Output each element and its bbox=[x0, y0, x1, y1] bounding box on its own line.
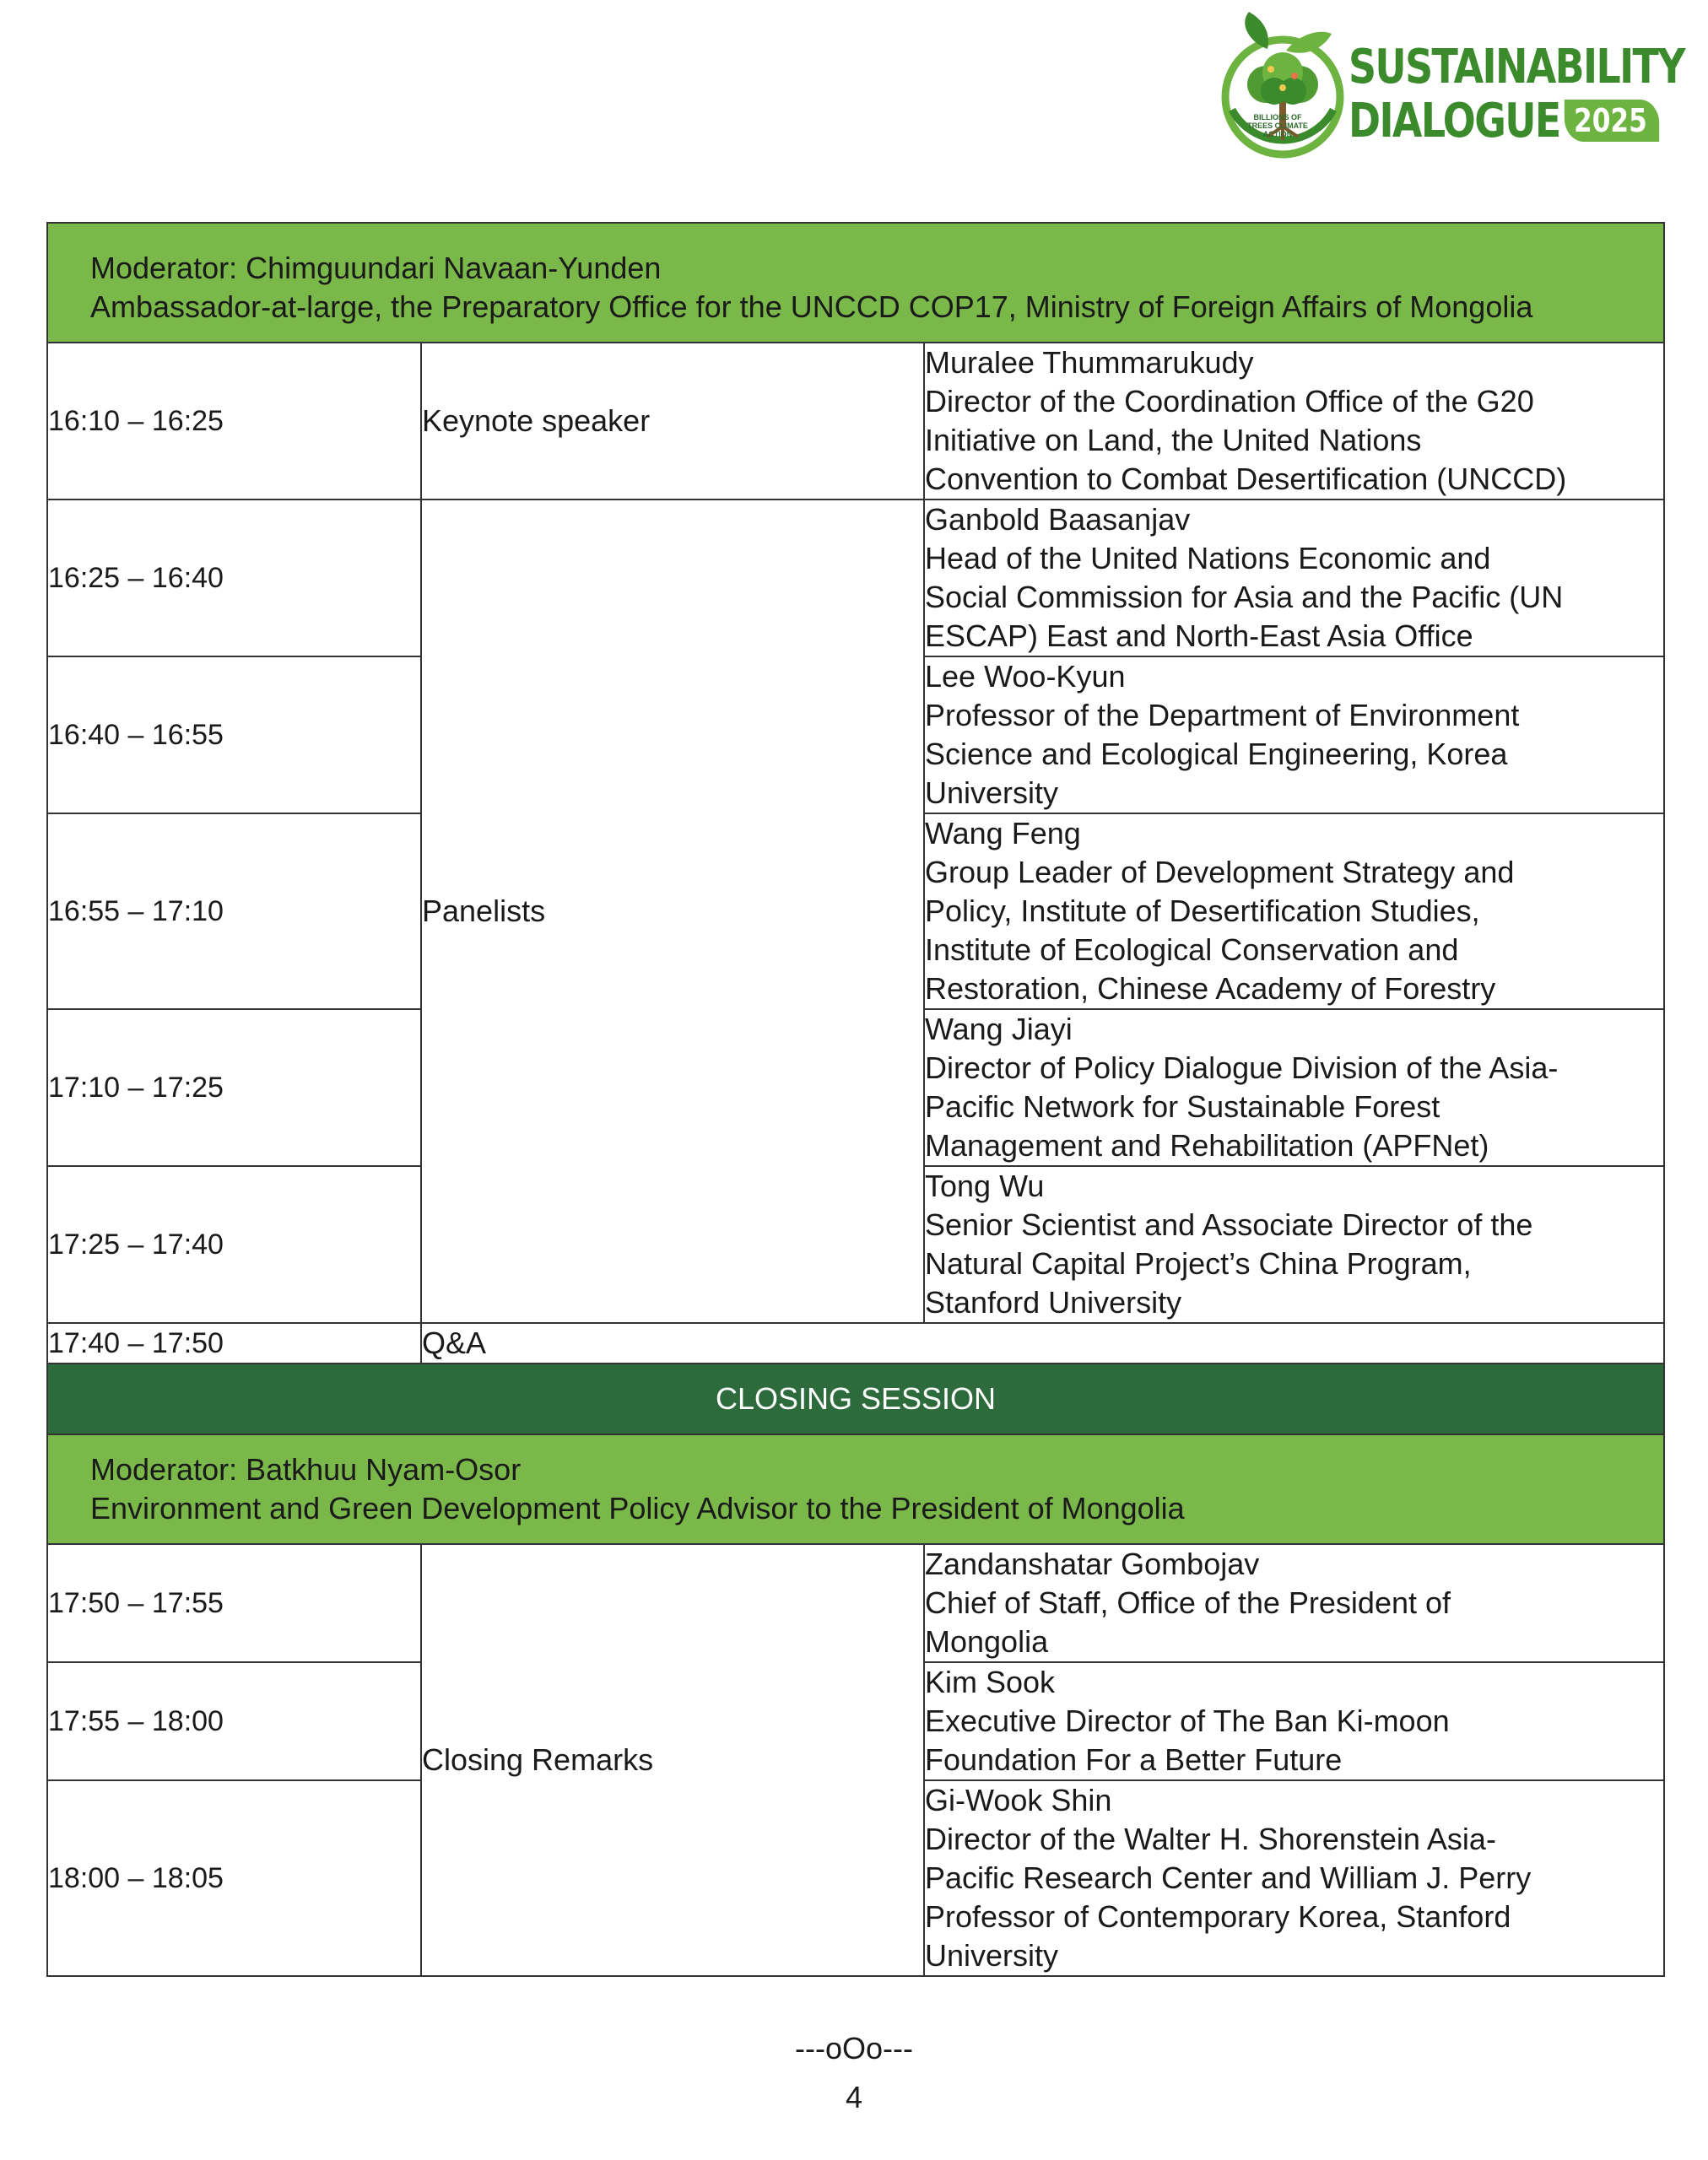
speaker-title-line: Director of Policy Dialogue Division of the Asia- bbox=[925, 1050, 1559, 1085]
speaker-title-line: Chief of Staff, Office of the President of bbox=[925, 1585, 1451, 1620]
qa-label: Q&A bbox=[421, 1323, 1664, 1364]
end-separator: ---oOo--- bbox=[795, 2031, 913, 2066]
speaker-title-line: Convention to Combat Desertification (UNCCD) bbox=[925, 462, 1567, 496]
speaker-name: Tong Wu bbox=[925, 1169, 1045, 1203]
agenda-table bbox=[46, 222, 1665, 1977]
speaker-title-line: Director of the Walter H. Shorenstein Asia- bbox=[925, 1822, 1496, 1856]
closing-session-title: CLOSING SESSION bbox=[47, 1364, 1664, 1434]
speaker-name: Gi-Wook Shin bbox=[925, 1783, 1112, 1817]
speaker-cell bbox=[924, 1009, 1664, 1166]
speaker-cell bbox=[924, 1544, 1664, 1662]
role-cell: Panelists bbox=[421, 500, 924, 1323]
moderator-name: Moderator: Batkhuu Nyam-Osor bbox=[90, 1452, 522, 1487]
time-cell: 17:50 – 17:55 bbox=[47, 1544, 421, 1662]
speaker-title-line: Policy, Institute of Desertification Studies, bbox=[925, 894, 1480, 928]
speaker-title-line: University bbox=[925, 775, 1059, 810]
speaker-title-line: University bbox=[925, 1938, 1059, 1973]
speaker-title-line: Restoration, Chinese Academy of Forestry bbox=[925, 971, 1496, 1006]
speaker-title-line: Stanford University bbox=[925, 1285, 1182, 1320]
time-cell: 17:40 – 17:50 bbox=[47, 1323, 421, 1364]
speaker-title-line: Natural Capital Project’s China Program, bbox=[925, 1246, 1472, 1281]
logo-line2-wrap bbox=[1349, 94, 1684, 148]
speaker-cell bbox=[924, 813, 1664, 1009]
speaker-title-line: Professor of the Department of Environment bbox=[925, 698, 1520, 732]
time-cell: 16:40 – 16:55 bbox=[47, 656, 421, 813]
speaker-name: Wang Feng bbox=[925, 816, 1081, 850]
speaker-title-line: Mongolia bbox=[925, 1624, 1049, 1659]
time-cell: 16:55 – 17:10 bbox=[47, 813, 421, 1009]
logo-line1: SUSTAINABILITY bbox=[1349, 40, 1684, 94]
logo-year-badge: 2025 bbox=[1565, 100, 1660, 142]
moderator-row bbox=[47, 1434, 1664, 1544]
time-cell: 16:10 – 16:25 bbox=[47, 343, 421, 500]
speaker-name: Kim Sook bbox=[925, 1665, 1056, 1699]
speaker-cell bbox=[924, 1166, 1664, 1323]
speaker-title-line: Executive Director of The Ban Ki-moon bbox=[925, 1704, 1450, 1738]
speaker-cell bbox=[924, 1780, 1664, 1976]
speaker-title-line: ESCAP) East and North-East Asia Office bbox=[925, 618, 1473, 653]
table-row bbox=[47, 1544, 1664, 1662]
speaker-title-line: Initiative on Land, the United Nations bbox=[925, 423, 1422, 457]
speaker-title-line: Senior Scientist and Associate Director of the bbox=[925, 1207, 1533, 1242]
logo-line2: DIALOGUE bbox=[1349, 94, 1560, 148]
speaker-title-line: Head of the United Nations Economic and bbox=[925, 541, 1491, 575]
speaker-cell bbox=[924, 500, 1664, 656]
speaker-title-line: Pacific Research Center and William J. Perry bbox=[925, 1860, 1532, 1895]
speaker-title-line: Pacific Network for Sustainable Forest bbox=[925, 1089, 1440, 1124]
moderator-cell bbox=[47, 223, 1664, 343]
speaker-cell bbox=[924, 1662, 1664, 1780]
speaker-name: Wang Jiayi bbox=[925, 1012, 1073, 1046]
speaker-title-line: Institute of Ecological Conservation and bbox=[925, 932, 1459, 967]
speaker-title-line: Professor of Contemporary Korea, Stanford bbox=[925, 1899, 1511, 1934]
speaker-cell bbox=[924, 343, 1664, 500]
time-cell: 18:00 – 18:05 bbox=[47, 1780, 421, 1976]
role-cell: Closing Remarks bbox=[421, 1544, 924, 1976]
section-header-row bbox=[47, 1364, 1664, 1434]
speaker-name: Lee Woo-Kyun bbox=[925, 659, 1126, 694]
logo-ring-text: BILLIONS OF TREES CLIMATE ACTION bbox=[1247, 113, 1308, 138]
qa-row bbox=[47, 1323, 1664, 1364]
table-row bbox=[47, 343, 1664, 500]
logo-title bbox=[1349, 40, 1684, 148]
moderator-row bbox=[47, 223, 1664, 343]
sustainability-dialogue-logo bbox=[1215, 8, 1684, 160]
speaker-name: Ganbold Baasanjav bbox=[925, 502, 1191, 537]
speaker-cell bbox=[924, 656, 1664, 813]
role-cell: Keynote speaker bbox=[421, 343, 924, 500]
speaker-title-line: Foundation For a Better Future bbox=[925, 1742, 1343, 1777]
speaker-title-line: Group Leader of Development Strategy and bbox=[925, 855, 1515, 889]
moderator-cell bbox=[47, 1434, 1664, 1544]
time-cell: 17:55 – 18:00 bbox=[47, 1662, 421, 1780]
time-cell: 17:10 – 17:25 bbox=[47, 1009, 421, 1166]
speaker-title-line: Director of the Coordination Office of the G20 bbox=[925, 384, 1534, 418]
speaker-title-line: Social Commission for Asia and the Pacific (UN bbox=[925, 580, 1564, 614]
page-number: 4 bbox=[845, 2080, 863, 2114]
table-row bbox=[47, 500, 1664, 656]
speaker-title-line: Management and Rehabilitation (APFNet) bbox=[925, 1128, 1489, 1163]
speaker-name: Zandanshatar Gombojav bbox=[925, 1547, 1260, 1581]
moderator-title: Ambassador-at-large, the Preparatory Office for the UNCCD COP17, Ministry of Foreign Affairs of Mongolia bbox=[90, 289, 1533, 324]
moderator-name: Moderator: Chimguundari Navaan-Yunden bbox=[90, 251, 662, 285]
time-cell: 17:25 – 17:40 bbox=[47, 1166, 421, 1323]
time-cell: 16:25 – 16:40 bbox=[47, 500, 421, 656]
speaker-name: Muralee Thummarukudy bbox=[925, 345, 1254, 380]
speaker-title-line: Science and Ecological Engineering, Korea bbox=[925, 737, 1508, 771]
moderator-title: Environment and Green Development Policy Advisor to the President of Mongolia bbox=[90, 1491, 1185, 1526]
